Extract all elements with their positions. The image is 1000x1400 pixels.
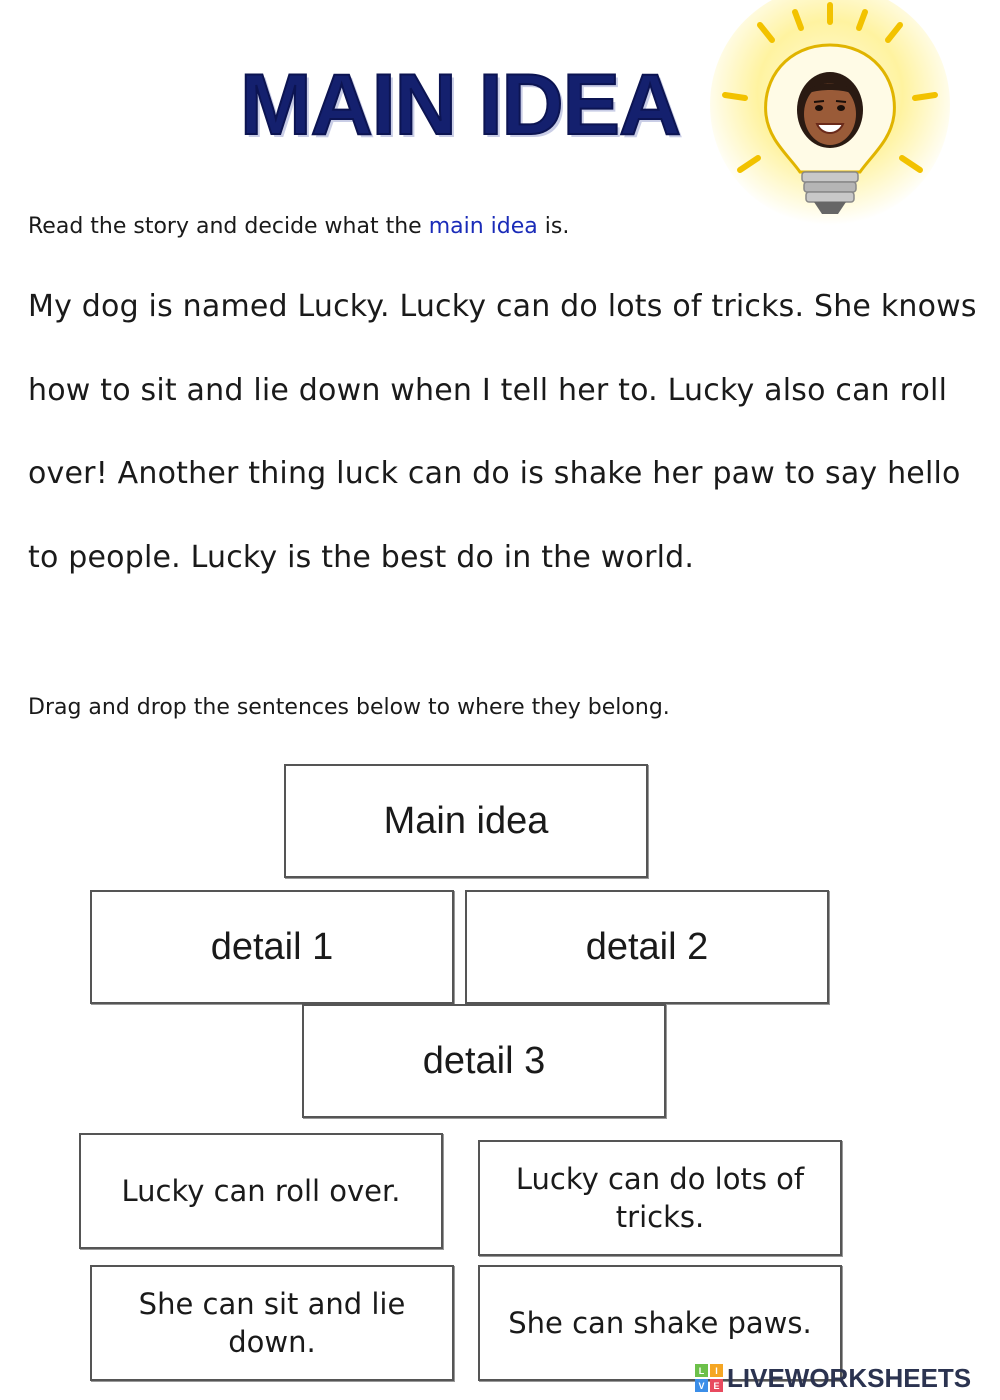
draggable-card-roll-over[interactable] bbox=[79, 1133, 443, 1249]
logo-letter-v: V bbox=[698, 1381, 705, 1391]
read-instruction-prefix: Read the story and decide what the bbox=[28, 214, 429, 239]
drop-zone-detail-3[interactable] bbox=[302, 1004, 666, 1118]
card-roll-over-text: Lucky can roll over. bbox=[121, 1174, 401, 1208]
card-sit-text: She can sit and lie down. bbox=[138, 1287, 406, 1359]
read-instruction bbox=[28, 212, 569, 242]
card-tricks-text: Lucky can do lots of tricks. bbox=[515, 1162, 805, 1234]
drop-zone-detail-2-label: detail 2 bbox=[585, 925, 709, 968]
card-shake-text: She can shake paws. bbox=[508, 1306, 812, 1340]
drop-zone-main-idea-label: Main idea bbox=[383, 799, 549, 842]
draggable-card-sit[interactable] bbox=[90, 1265, 454, 1381]
liveworksheets-logo bbox=[695, 1360, 995, 1396]
drag-instruction: Drag and drop the sentences below to where they belong. bbox=[28, 695, 670, 720]
logo-letter-l: L bbox=[698, 1366, 705, 1376]
liveworksheets-logo-icon bbox=[695, 1364, 723, 1392]
read-instruction-suffix: is. bbox=[537, 214, 570, 239]
draggable-card-tricks[interactable] bbox=[478, 1140, 842, 1256]
drop-zone-detail-3-label: detail 3 bbox=[422, 1039, 546, 1082]
drop-zone-detail-2[interactable] bbox=[465, 890, 829, 1004]
drop-zone-detail-1[interactable] bbox=[90, 890, 454, 1004]
main-idea-highlight: main idea bbox=[428, 214, 538, 239]
brand-name: LIVEWORKSHEETS bbox=[727, 1362, 972, 1393]
lightbulb-avatar-icon bbox=[700, 0, 960, 245]
drop-zone-main-idea[interactable] bbox=[284, 764, 648, 878]
logo-letter-i: I bbox=[715, 1366, 718, 1376]
logo-letter-e: E bbox=[713, 1381, 720, 1391]
story-paragraph: My dog is named Lucky. Lucky can do lots of tricks. She knows how to sit and lie down when I tell her to. Lucky also can roll over! Another thing luck can do is shake her paw to say hello to people. Lucky is the best do in the world. bbox=[28, 289, 977, 575]
page-title: MAIN IDEA bbox=[240, 57, 681, 153]
drop-zone-detail-1-label: detail 1 bbox=[210, 925, 334, 968]
